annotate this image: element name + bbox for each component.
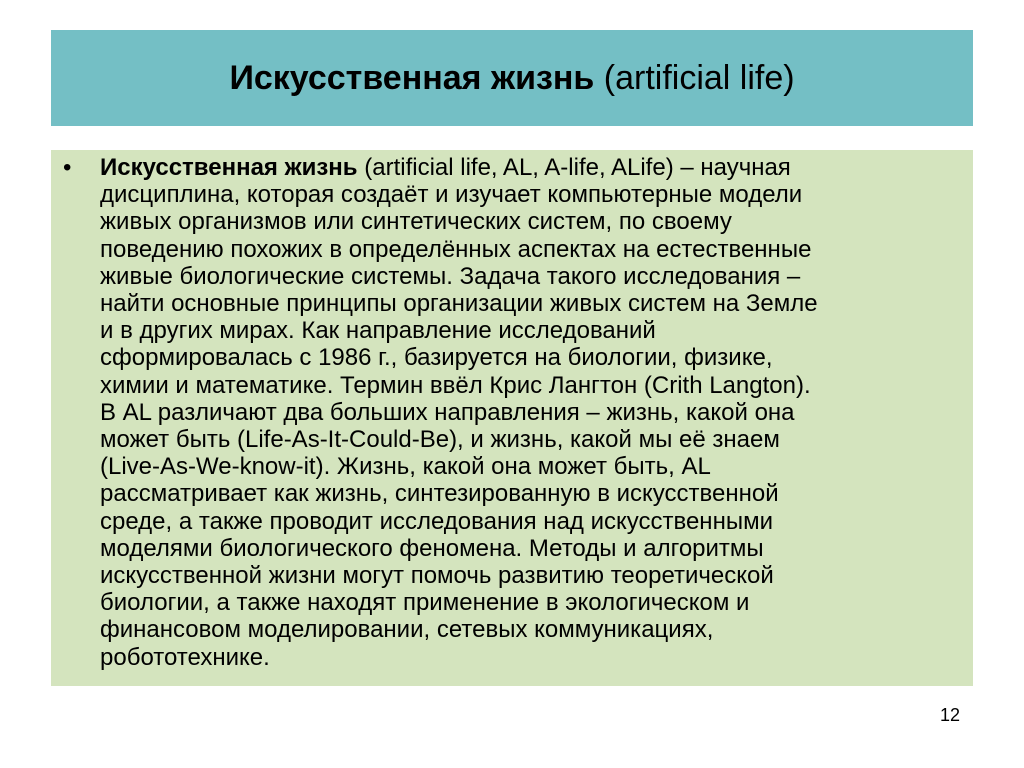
paragraph-line: дисциплина, которая создаёт и изучает компьютерные модели: [100, 181, 803, 209]
paragraph-line: может быть (Life-As-It-Could-Be), и жизнь, какой мы её знаем: [100, 426, 780, 454]
slide-content-box: [51, 150, 973, 686]
bullet-marker: •: [63, 154, 72, 181]
paragraph-line: живые биологические системы. Задача такого исследования –: [100, 262, 801, 290]
paragraph-line: финансовом моделировании, сетевых коммуникациях,: [100, 616, 714, 644]
slide-title-main: Искусственная жизнь: [229, 59, 595, 97]
paragraph-line: моделями биологического феномена. Методы и алгоритмы: [100, 534, 764, 562]
paragraph-line: (artificial life, AL, A-life, ALife) – научная: [357, 154, 791, 181]
paragraph-line: робототехнике.: [100, 643, 270, 671]
paragraph-line: биологии, а также находят применение в экологическом и: [100, 589, 750, 617]
paragraph-line: среде, а также проводит исследования над искусственными: [100, 507, 773, 535]
paragraph-line: живых организмов или синтетических систем, по своему: [100, 208, 732, 236]
paragraph-line: сформировалась с 1986 г., базируется на биологии, физике,: [100, 344, 773, 372]
paragraph-line: поведению похожих в определённых аспектах на естественные: [100, 235, 812, 263]
paragraph-line: химии и математике. Термин ввёл Крис Лангтон (Crith Langton).: [100, 371, 811, 399]
paragraph-line: рассматривает как жизнь, синтезированную в искусственной: [100, 480, 779, 508]
bullet-paragraph: [100, 154, 962, 671]
paragraph-line: и в других мирах. Как направление исследований: [100, 317, 656, 345]
slide-title: [229, 61, 794, 95]
slide-title-bar: [51, 30, 973, 126]
paragraph-line: В AL различают два больших направления – жизнь, какой она: [100, 398, 795, 426]
slide-title-english: (artificial life): [594, 59, 795, 97]
page-number: 12: [940, 705, 961, 725]
paragraph-line: найти основные принципы организации живых систем на Земле: [100, 290, 818, 318]
paragraph-line: искусственной жизни могут помочь развитию теоретической: [100, 562, 774, 590]
paragraph-line: (Live-As-We-know-it). Жизнь, какой она может быть, AL: [100, 453, 711, 481]
bullet-term: Искусственная жизнь: [100, 154, 358, 181]
